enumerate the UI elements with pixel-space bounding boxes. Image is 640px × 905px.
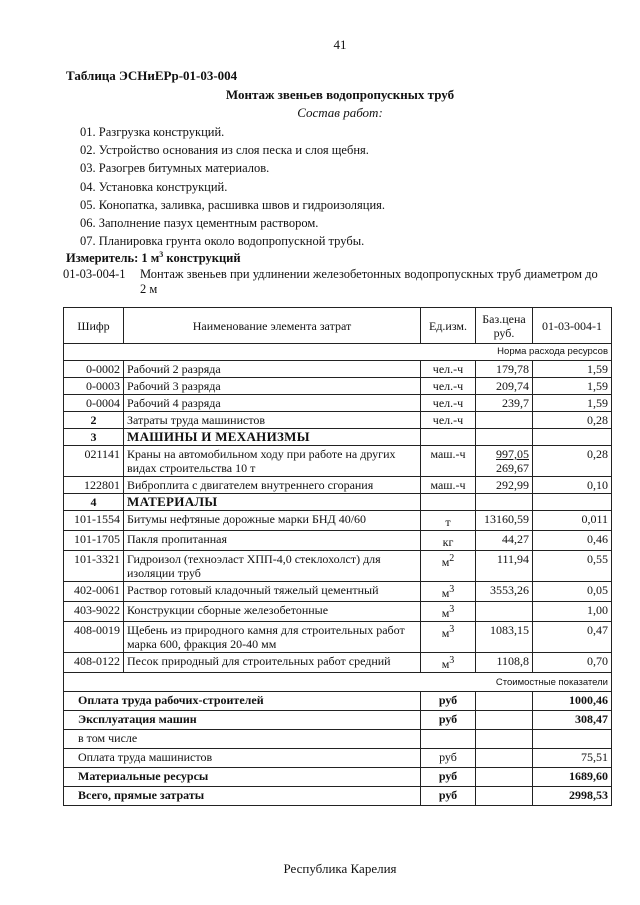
cell-norm: 0,46 [533,531,612,551]
unit-sup: 3 [449,624,455,635]
table-row [64,446,612,477]
cell-code: 403-9022 [64,602,124,622]
cell-norm: 1,59 [533,361,612,378]
work-step: 05. Конопатка, заливка, расшивка швов и гидроизоляция. [80,197,386,212]
unit-text: м [441,555,450,569]
cell-norm: 0,05 [533,582,612,602]
total-label: Оплата труда рабочих-строителей [64,692,421,711]
header-name: Наименование элемента затрат [124,308,421,344]
total-empty [476,730,533,749]
cell-unit: маш.-ч [421,446,476,477]
cell-price: 44,27 [476,531,533,551]
subheader-cost-row [64,673,612,692]
total-label: в том числе [64,730,421,749]
total-empty [476,711,533,730]
cell-norm: 0,10 [533,477,612,494]
total-row [64,768,612,787]
unit-text: м [441,626,450,640]
total-unit: руб [421,711,476,730]
measure-sup: 3 [159,250,164,259]
header-norm: 01-03-004-1 [533,308,612,344]
section-row-machines [64,429,612,446]
cell-name: Затраты труда машинистов [124,412,421,429]
total-label: Эксплуатация машин [64,711,421,730]
unit-sup: 3 [449,584,455,595]
cell-norm: 0,011 [533,511,612,531]
table-row [64,551,612,582]
cell-unit [421,653,476,673]
cell-code: 0-0004 [64,395,124,412]
price-operator-value: 269,67 [496,461,529,475]
work-step: 07. Планировка грунта около водопропускной трубы. [80,234,365,249]
cell-name: Рабочий 4 разряда [124,395,421,412]
unit-text: кг [442,535,454,549]
table-row [64,511,612,531]
table-row [64,602,612,622]
work-step: 03. Разогрев битумных материалов. [80,161,270,176]
total-empty [476,749,533,768]
header-unit: Ед.изм. [421,308,476,344]
cell-norm: 1,59 [533,378,612,395]
cell-code: 0-0002 [64,361,124,378]
total-row [64,711,612,730]
cell-price [476,446,533,477]
unit-sup: 3 [449,604,455,615]
section-row-materials [64,494,612,511]
cell-norm: 1,59 [533,395,612,412]
unit-text: м [441,606,450,620]
total-label: Материальные ресурсы [64,768,421,787]
cell-code: 122801 [64,477,124,494]
cell-price: 111,94 [476,551,533,582]
unit-text: т [445,515,451,529]
cell-price: 1108,8 [476,653,533,673]
cell-name: Песок природный для строительных работ средний [124,653,421,673]
cell-norm: 1,00 [533,602,612,622]
cell-name: Битумы нефтяные дорожные марки БНД 40/60 [124,511,421,531]
measure-unit [66,250,241,266]
total-value [533,730,612,749]
cell-unit [421,531,476,551]
table-row [64,622,612,653]
cell-unit: маш.-ч [421,477,476,494]
cell-code: 408-0019 [64,622,124,653]
section-title: МАШИНЫ И МЕХАНИЗМЫ [124,429,421,446]
variant-code: 01-03-004-1 [63,267,126,281]
cell-unit: чел.-ч [421,412,476,429]
cell-unit [421,602,476,622]
work-steps-list [80,123,385,250]
cell-norm: 0,47 [533,622,612,653]
subheader-norm-row [64,344,612,361]
cell-name: Щебень из природного камня для строительных работ марка 600, фракция 20-40 мм [124,622,421,653]
cell-price: 13160,59 [476,511,533,531]
total-empty [476,768,533,787]
cell-name: Раствор готовый кладочный тяжелый цементный [124,582,421,602]
table-row [64,653,612,673]
work-subtitle: Состав работ: [297,105,383,120]
table-row [64,582,612,602]
subheader-norm: Норма расхода ресурсов [64,344,612,361]
total-unit [421,730,476,749]
unit-text: м [441,657,450,671]
cell-unit [421,622,476,653]
cell-price: 3553,26 [476,582,533,602]
work-step: 04. Установка конструкций. [80,179,228,194]
total-label: Всего, прямые затраты [64,787,421,806]
cell-name: Краны на автомобильном ходу при работе на других видах строительства 10 т [124,446,421,477]
table-row [64,378,612,395]
cell-unit [421,582,476,602]
subheader-cost: Стоимостные показатели [64,673,612,692]
cost-table [63,307,612,806]
work-step: 06. Заполнение пазух цементным раствором. [80,215,319,230]
cell-price [476,602,533,622]
cell-price: 209,74 [476,378,533,395]
unit-sup: 3 [449,655,455,666]
cell-name: Конструкции сборные железобетонные [124,602,421,622]
cell-code: 101-3321 [64,551,124,582]
total-value: 308,47 [533,711,612,730]
table-row [64,531,612,551]
total-value: 1000,46 [533,692,612,711]
total-empty [476,787,533,806]
table-id: Таблица ЭСНиЕРр-01-03-004 [66,68,238,83]
total-row [64,692,612,711]
header-code: Шифр [64,308,124,344]
total-value: 2998,53 [533,787,612,806]
cell-code: 101-1554 [64,511,124,531]
header-price: Баз.цена руб. [476,308,533,344]
section-number: 3 [64,429,124,446]
measure-suffix: конструкций [163,251,241,266]
cell-norm: 0,70 [533,653,612,673]
measure-prefix: Измеритель: 1 м [66,251,160,266]
work-title: Монтаж звеньев водопропускных труб [225,87,455,102]
cell-price: 292,99 [476,477,533,494]
table-row [64,361,612,378]
total-unit: руб [421,749,476,768]
cell-name: Рабочий 2 разряда [124,361,421,378]
section-number: 4 [64,494,124,511]
cell-code: 0-0003 [64,378,124,395]
total-value: 75,51 [533,749,612,768]
cell-code: 402-0061 [64,582,124,602]
total-row [64,787,612,806]
cell-unit: чел.-ч [421,378,476,395]
cell-code: 021141 [64,446,124,477]
total-unit: руб [421,692,476,711]
cell-code: 408-0122 [64,653,124,673]
unit-text: м [441,586,450,600]
table-row [64,412,612,429]
total-row [64,749,612,768]
footer-region: Республика Карелия [283,861,397,876]
variant-description: Монтаж звеньев при удлинении железобетонных водопропускных труб диаметром до 2 м [140,267,598,296]
cell-code: 2 [64,412,124,429]
work-step: 01. Разгрузка конструкций. [80,125,225,139]
cell-price [476,412,533,429]
section-title: МАТЕРИАЛЫ [124,494,421,511]
cell-norm: 0,55 [533,551,612,582]
cell-norm: 0,28 [533,446,612,477]
table-row [64,477,612,494]
total-unit: руб [421,768,476,787]
cell-price: 1083,15 [476,622,533,653]
total-row [64,730,612,749]
total-unit: руб [421,787,476,806]
cell-norm: 0,28 [533,412,612,429]
cell-unit [421,551,476,582]
cell-price: 179,78 [476,361,533,378]
price-value: 997,05 [496,447,529,461]
cell-name: Пакля пропитанная [124,531,421,551]
total-value: 1689,60 [533,768,612,787]
cell-price: 239,7 [476,395,533,412]
cell-code: 101-1705 [64,531,124,551]
page-number: 41 [333,37,347,52]
cell-unit: чел.-ч [421,395,476,412]
cell-name: Рабочий 3 разряда [124,378,421,395]
table-header-row [64,308,612,344]
work-step: 02. Устройство основания из слоя песка и слоя щебня. [80,143,369,158]
unit-sup: 2 [449,553,455,564]
total-empty [476,692,533,711]
cell-unit [421,511,476,531]
cell-name: Гидроизол (техноэласт ХПП-4,0 стеклохолст) для изоляции труб [124,551,421,582]
total-label: Оплата труда машинистов [64,749,421,768]
table-row [64,395,612,412]
cell-unit: чел.-ч [421,361,476,378]
cell-name: Виброплита с двигателем внутреннего сгорания [124,477,421,494]
